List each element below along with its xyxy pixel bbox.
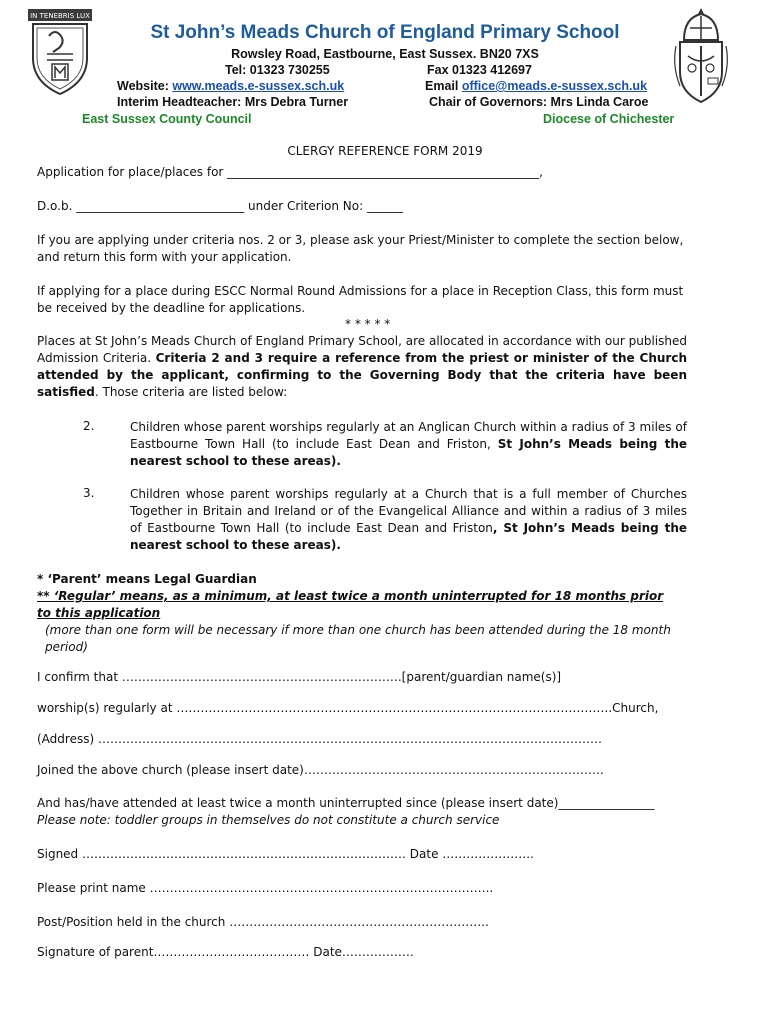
toddler-groups-note: Please note: toddler groups in themselves do not constitute a church service xyxy=(37,813,500,827)
school-name: St John’s Meads Church of England Primary School xyxy=(150,22,620,43)
criterion-3-nearest: , St John’s Meads being the nearest school to these areas). xyxy=(130,521,687,552)
instructions-paragraph: If you are applying under criteria nos. 2 or 3, please ask your Priest/Minister to complete the section below, and return this form with your application. xyxy=(37,233,684,264)
joined-date-field[interactable]: Joined the above church (please insert date)………………………………………………………………… xyxy=(37,763,604,777)
application-for-field[interactable]: Application for place/places for ____________________________________________________, xyxy=(37,165,543,179)
criteria-intro-text: Places at St John’s Meads Church of England Primary School, are allocated in accordance with our published Admission Criteria. xyxy=(37,334,687,365)
criterion-3-text xyxy=(130,486,687,554)
deadline-paragraph: If applying for a place during ESCC Normal Round Admissions for a place in Reception Class, this form must be received by the deadline for applications. xyxy=(37,284,684,315)
print-name-field[interactable]: Please print name ………………………………………………………………………….. xyxy=(37,881,494,895)
criterion-2-description: Children whose parent worships regularly at an Anglican Church within a radius of 3 miles of Eastbourne Town Hall (to include East Dean and Friston, xyxy=(130,420,687,451)
attended-since-field[interactable]: And has/have attended at least twice a month uninterrupted since (please insert date)________________ xyxy=(37,796,655,810)
school-telephone: Tel: 01323 730255 xyxy=(225,63,330,77)
criteria-requirement-text: Criteria 2 and 3 require a reference from the priest or minister of the Church attended by the applicant, confirming to the Governing Body that the criteria have been satisfied xyxy=(37,351,687,399)
clergy-signature-date-field[interactable]: Signed ……………………………………………………………………… Date ………………….. xyxy=(37,847,534,861)
church-worship-field[interactable]: worship(s) regularly at ……………………………………………………………………………………………….Church, xyxy=(37,701,659,715)
school-fax: Fax 01323 412697 xyxy=(427,63,532,77)
email-label: Email xyxy=(425,79,462,93)
website-link[interactable]: www.meads.e-sussex.sch.uk xyxy=(172,79,345,93)
diocese-crest-logo xyxy=(670,6,732,106)
school-address: Rowsley Road, Eastbourne, East Sussex. BN20 7XS xyxy=(231,47,539,61)
admission-criteria-paragraph xyxy=(37,333,687,401)
criterion-3-number: 3. xyxy=(83,486,95,500)
multiple-forms-note: (more than one form will be necessary if more than one church has been attended during the 18 month period) xyxy=(45,623,671,654)
website-label: Website: xyxy=(117,79,173,93)
criterion-2-number: 2. xyxy=(83,419,95,433)
criterion-2-text xyxy=(130,419,687,470)
dob-criterion-field[interactable]: D.o.b. ____________________________ under Criterion No: ______ xyxy=(37,199,403,213)
form-title: CLERGY REFERENCE FORM 2019 xyxy=(287,144,483,158)
council-name: East Sussex County Council xyxy=(82,112,252,126)
criteria-listed-text: . Those criteria are listed below: xyxy=(94,385,288,399)
headteacher: Interim Headteacher: Mrs Debra Turner xyxy=(117,95,349,109)
section-separator-stars: * * * * * xyxy=(345,317,391,331)
confirm-guardian-field[interactable]: I confirm that …………………………………………………………….[parent/guardian name(s)] xyxy=(37,670,562,684)
chair-of-governors: Chair of Governors: Mrs Linda Caroe xyxy=(429,95,649,109)
email-link[interactable]: office@meads.e-sussex.sch.uk xyxy=(461,79,648,93)
website-row xyxy=(117,79,344,93)
email-row xyxy=(425,79,647,93)
diocese-name: Diocese of Chichester xyxy=(543,112,675,126)
badge-motto: IN TENEBRIS LUX xyxy=(30,12,90,20)
criterion-3-description: Children whose parent worships regularly at a Church that is a full member of Churches Together in Britain and Ireland or of the Evangelical Alliance and within a radius of 3 miles of Eastbourne Town Hall (to include East Dean and Friston xyxy=(130,487,687,535)
parent-definition-note: * ‘Parent’ means Legal Guardian xyxy=(37,572,257,586)
regular-definition-note: ** ‘Regular’ means, as a minimum, at least twice a month uninterrupted for 18 months prior to this application xyxy=(37,589,664,620)
parent-signature-date-field[interactable]: Signature of parent………………………………… Date……………… xyxy=(37,945,414,959)
criterion-2-nearest: St John’s Meads being the nearest school to these areas). xyxy=(130,437,688,468)
church-address-field[interactable]: (Address) ……………………………………………………………………………………………………………… xyxy=(37,732,602,746)
position-held-field[interactable]: Post/Position held in the church ……………………………………………………….. xyxy=(37,915,489,929)
letterhead xyxy=(0,0,770,135)
